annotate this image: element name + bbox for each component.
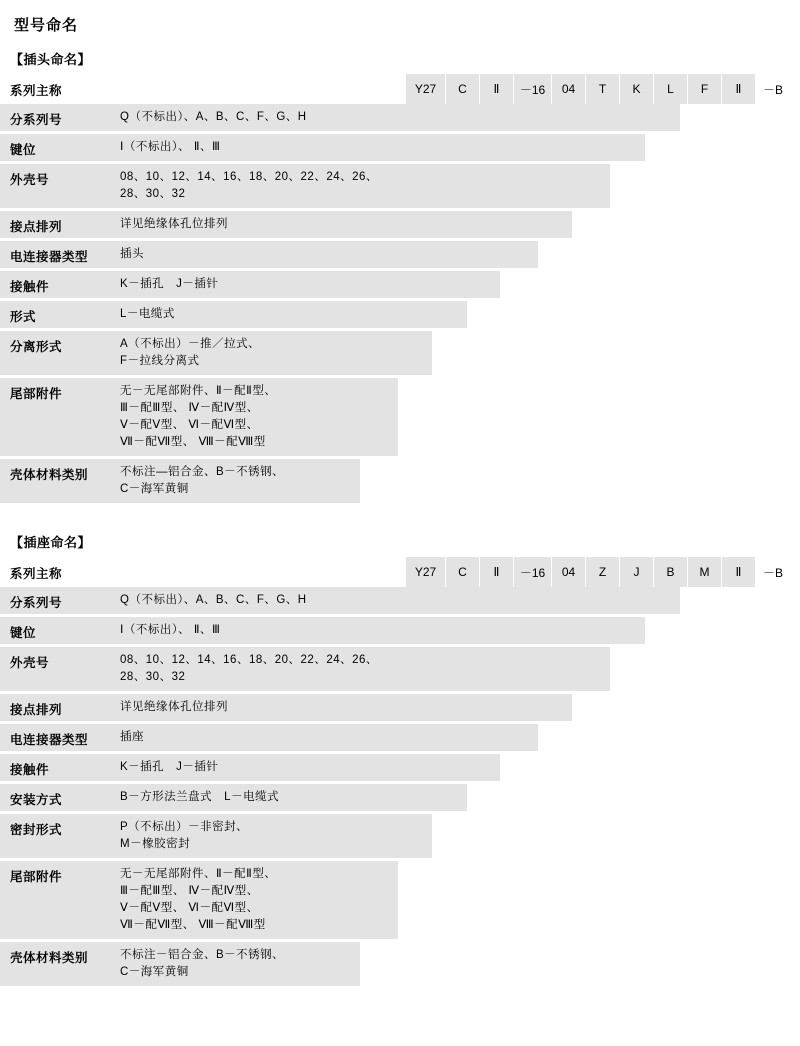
naming-row xyxy=(0,241,800,268)
row-value-line: 插头 xyxy=(120,248,144,260)
row-label: 壳体材料类别 xyxy=(10,468,89,482)
row-label: 系列主称 xyxy=(10,567,63,581)
row-value-bar xyxy=(0,301,467,328)
row-value-line: Ⅶ－配Ⅶ型、 Ⅷ－配Ⅷ型 xyxy=(120,919,266,931)
row-label: 键位 xyxy=(10,143,37,157)
naming-row xyxy=(0,301,800,328)
code-cell: －B xyxy=(762,82,783,97)
row-label: 键位 xyxy=(10,626,37,640)
row-value-line: Ⅴ－配Ⅴ型、 Ⅵ－配Ⅵ型、 xyxy=(120,902,259,914)
row-label: 系列主称 xyxy=(10,84,63,98)
naming-row xyxy=(0,587,800,614)
row-label: 分系列号 xyxy=(10,596,63,610)
row-value-bar xyxy=(0,164,610,208)
row-value-bar xyxy=(0,104,680,131)
row-label: 外壳号 xyxy=(10,656,50,670)
row-label: 分系列号 xyxy=(10,113,63,127)
row-value-line: C－海军黄铜 xyxy=(120,966,189,978)
code-row xyxy=(0,557,800,587)
row-value-bar xyxy=(0,211,572,238)
section-gap xyxy=(0,989,800,1001)
row-value-line: 不标注－铝合金、B－不锈钢、 xyxy=(120,949,285,961)
row-value-bar xyxy=(0,331,432,375)
row-value-line: Q（不标出）、A、B、C、F、G、H xyxy=(120,594,307,606)
row-value-bar xyxy=(0,754,500,781)
naming-row xyxy=(0,211,800,238)
row-label: 壳体材料类别 xyxy=(10,951,89,965)
code-cell: L xyxy=(654,74,688,104)
row-label: 安装方式 xyxy=(10,793,63,807)
naming-row xyxy=(0,814,800,858)
code-cell: F xyxy=(688,74,722,104)
row-label: 密封形式 xyxy=(10,823,63,837)
row-label: 接点排列 xyxy=(10,220,63,234)
naming-row xyxy=(0,861,800,939)
row-value-line: M－橡胶密封 xyxy=(120,838,191,850)
row-value-line: C－海军黄铜 xyxy=(120,483,189,495)
row-value-line: Ⅴ－配Ⅴ型、 Ⅵ－配Ⅵ型、 xyxy=(120,419,259,431)
code-cell: Ⅱ xyxy=(722,557,756,587)
naming-row xyxy=(0,694,800,721)
row-label: 电连接器类型 xyxy=(10,733,89,747)
naming-row xyxy=(0,617,800,644)
row-label: 尾部附件 xyxy=(10,870,63,884)
row-value-line: Ⅲ－配Ⅲ型、 Ⅳ－配Ⅳ型、 xyxy=(120,885,259,897)
naming-row xyxy=(0,378,800,456)
row-value-line: 08、10、12、14、16、18、20、22、24、26、 xyxy=(120,171,378,183)
code-cell: T xyxy=(586,74,620,104)
naming-section xyxy=(0,532,800,1001)
row-value-line: 无－无尾部附件、Ⅱ－配Ⅱ型、 xyxy=(120,868,277,880)
row-value-line: Ⅲ－配Ⅲ型、 Ⅳ－配Ⅳ型、 xyxy=(120,402,259,414)
code-cell: －16 xyxy=(514,557,552,587)
naming-row xyxy=(0,271,800,298)
naming-row xyxy=(0,459,800,503)
code-cells xyxy=(406,557,790,587)
code-cell: C xyxy=(446,74,480,104)
code-cell: 04 xyxy=(552,557,586,587)
row-value-bar xyxy=(0,271,500,298)
code-cell: Y27 xyxy=(406,557,446,587)
row-label: 形式 xyxy=(10,310,37,324)
section-heading: 【插座命名】 xyxy=(10,535,92,550)
row-label: 分离形式 xyxy=(10,340,63,354)
row-value-line: K－插孔 J－插针 xyxy=(120,278,219,290)
code-cell: Y27 xyxy=(406,74,446,104)
code-cell: B xyxy=(654,557,688,587)
code-cell: －B xyxy=(762,565,783,580)
row-value-line: 28、30、32 xyxy=(120,671,186,683)
code-cell: J xyxy=(620,557,654,587)
section-heading: 【插头命名】 xyxy=(10,52,92,67)
row-label: 接触件 xyxy=(10,763,50,777)
row-label: 接点排列 xyxy=(10,703,63,717)
row-value-line: A（不标出）－推／拉式、 xyxy=(120,338,261,350)
naming-section xyxy=(0,49,800,518)
row-value-bar xyxy=(0,617,645,644)
code-cell: K xyxy=(620,74,654,104)
naming-row xyxy=(0,784,800,811)
sections-container xyxy=(0,49,800,1001)
row-value-line: 无－无尾部附件、Ⅱ－配Ⅱ型、 xyxy=(120,385,277,397)
row-value-line: 08、10、12、14、16、18、20、22、24、26、 xyxy=(120,654,378,666)
row-label: 尾部附件 xyxy=(10,387,63,401)
row-label: 电连接器类型 xyxy=(10,250,89,264)
section-gap xyxy=(0,506,800,518)
row-value-bar xyxy=(0,814,432,858)
row-value-line: 28、30、32 xyxy=(120,188,186,200)
code-cell: C xyxy=(446,557,480,587)
code-cell: Z xyxy=(586,557,620,587)
naming-row xyxy=(0,724,800,751)
row-value-bar xyxy=(0,784,467,811)
row-value-bar xyxy=(0,134,645,161)
code-cell: －16 xyxy=(514,74,552,104)
row-value-line: Q（不标出）、A、B、C、F、G、H xyxy=(120,111,307,123)
code-row xyxy=(0,74,800,104)
code-cell: Ⅱ xyxy=(480,557,514,587)
naming-row xyxy=(0,647,800,691)
row-value-line: F－拉线分离式 xyxy=(120,355,200,367)
row-value-line: Ⅶ－配Ⅶ型、 Ⅷ－配Ⅷ型 xyxy=(120,436,266,448)
naming-row xyxy=(0,134,800,161)
row-value-line: 详见绝缘体孔位排列 xyxy=(120,701,228,713)
naming-row xyxy=(0,754,800,781)
row-value-bar xyxy=(0,587,680,614)
row-label: 接触件 xyxy=(10,280,50,294)
row-value-line: L－电缆式 xyxy=(120,308,175,320)
row-value-line: K－插孔 J－插针 xyxy=(120,761,219,773)
naming-row xyxy=(0,164,800,208)
row-value-bar xyxy=(0,694,572,721)
naming-row xyxy=(0,942,800,986)
document-page xyxy=(0,8,800,1046)
row-value-line: 不标注—铝合金、B－不锈钢、 xyxy=(120,466,285,478)
row-value-line: Ⅰ（不标出）、 Ⅱ、Ⅲ xyxy=(120,624,221,636)
row-value-line: 插座 xyxy=(120,731,144,743)
code-cells xyxy=(406,74,790,104)
code-cell: 04 xyxy=(552,74,586,104)
row-value-line: Ⅰ（不标出）、 Ⅱ、Ⅲ xyxy=(120,141,221,153)
row-value-line: P（不标出）－非密封、 xyxy=(120,821,249,833)
page-title: 型号命名 xyxy=(14,17,79,34)
row-value-bar xyxy=(0,647,610,691)
row-label: 外壳号 xyxy=(10,173,50,187)
naming-row xyxy=(0,331,800,375)
row-value-line: B－方形法兰盘式 L－电缆式 xyxy=(120,791,280,803)
row-value-line: 详见绝缘体孔位排列 xyxy=(120,218,228,230)
code-cell: Ⅱ xyxy=(480,74,514,104)
naming-row xyxy=(0,104,800,131)
code-cell: M xyxy=(688,557,722,587)
code-cell: Ⅱ xyxy=(722,74,756,104)
